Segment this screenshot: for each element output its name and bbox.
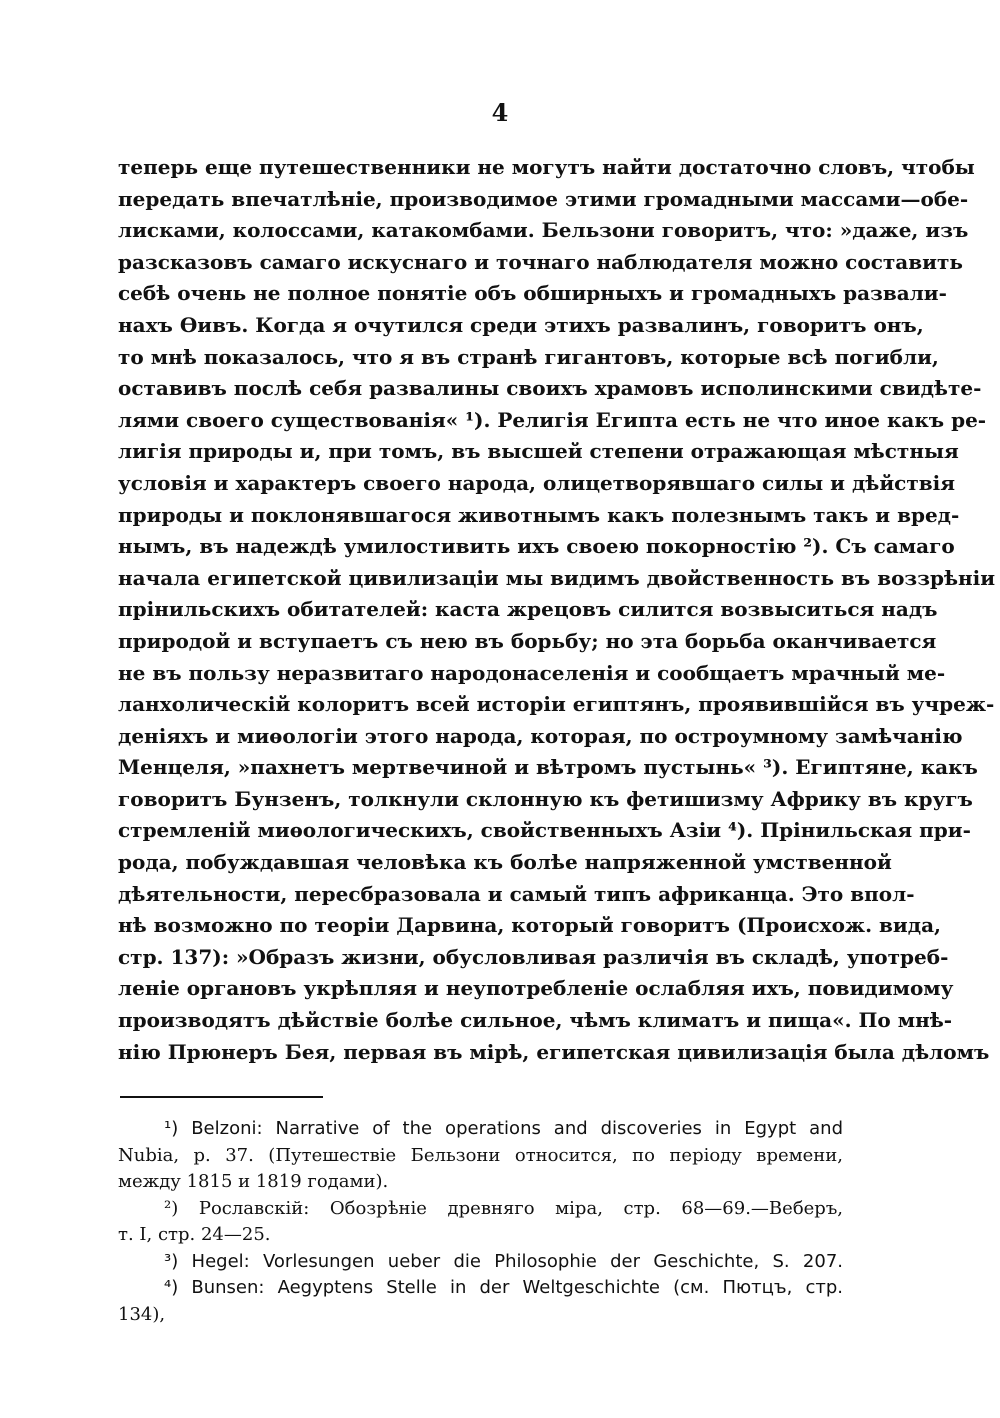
body-line: деніяхъ и миѳологіи этого народа, которая, по остроумному замѣчанію xyxy=(118,723,963,748)
footnote-line: ²) Рославскій: Обозрѣніе древняго міра, стр. 68—69.—Веберъ, xyxy=(164,1197,843,1219)
footnote-divider xyxy=(120,1096,323,1098)
footnote-line: ¹) Belzoni: Narrative of the operations and discoveries in Egypt and xyxy=(164,1118,843,1139)
body-line: нахъ Ѳивъ. Когда я очутился среди этихъ развалинъ, говоритъ онъ, xyxy=(118,312,924,337)
footnotes xyxy=(118,1116,843,1328)
body-line: Менцеля, »пахнетъ мертвечиной и вѣтромъ пустынь« ³). Египтяне, какъ xyxy=(118,755,978,780)
body-line: передать впечатлѣніе, производимое этими громадными массами—обе- xyxy=(118,186,969,211)
footnote-line: Nubia, p. 37. (Путешествіе Бельзони относится, по періоду времени, xyxy=(118,1144,843,1166)
page-number: 4 xyxy=(491,98,509,127)
footnote-line: ⁴) Bunsen: Aegyptens Stelle in der Weltgeschichte (см. Пютцъ, стр. xyxy=(164,1277,843,1298)
footnote-line: т. I, стр. 24—25. xyxy=(118,1224,271,1245)
body-line: разсказовъ самаго искуснаго и точнаго наблюдателя можно составить xyxy=(118,249,963,274)
body-line: производятъ дѣйствіе болѣе сильное, чѣмъ климатъ и пища«. По мнѣ- xyxy=(118,1008,953,1033)
body-line: природы и поклонявшагося животнымъ какъ полезнымъ такъ и вред- xyxy=(118,502,960,527)
body-text xyxy=(118,152,996,1068)
body-line: стремленій миѳологическихъ, свойственныхъ Азіи ⁴). Прінильская при- xyxy=(118,818,971,843)
body-line: лями своего существованія« ¹). Религія Египта есть не что иное какъ ре- xyxy=(118,407,987,432)
body-line: нымъ, въ надеждѣ умилостивить ихъ своею покорностію ²). Съ самаго xyxy=(118,534,955,559)
body-line: не въ пользу неразвитаго народонаселенія и сообщаетъ мрачный ме- xyxy=(118,660,946,685)
body-line: природой и вступаетъ съ нею въ борьбу; но эта борьба оканчивается xyxy=(118,628,937,653)
body-line: начала египетской цивилизаціи мы видимъ двойственность въ воззрѣніи xyxy=(118,565,996,590)
footnote-line: между 1815 и 1819 годами). xyxy=(118,1171,389,1192)
body-line: рода, побуждавшая человѣка къ болѣе напряженной умственной xyxy=(118,850,892,875)
body-line: ланхолическій колоритъ всей исторіи египтянъ, проявившійся въ учреж- xyxy=(118,692,995,717)
body-line: дѣятельности, пересбразовала и самый типъ африканца. Это впол- xyxy=(118,881,915,906)
body-line: прінильскихъ обитателей: каста жрецовъ силится возвыситься надъ xyxy=(118,597,938,622)
body-line: говоритъ Бунзенъ, толкнули склонную къ фетишизму Африку въ кругъ xyxy=(118,786,973,811)
footnote-line: ³) Hegel: Vorlesungen ueber die Philosophie der Geschichte, S. 207. xyxy=(164,1250,843,1272)
body-line: теперь еще путешественники не могутъ найти достаточно словъ, чтобы xyxy=(118,155,975,179)
footnote-line: 134), xyxy=(118,1303,166,1325)
body-line: лисками, колоссами, катакомбами. Бельзони говоритъ, что: »даже, изъ xyxy=(118,218,969,243)
body-line: оставивъ послѣ себя развалины своихъ храмовъ исполинскими свидѣте- xyxy=(118,376,982,401)
body-line: нѣ возможно по теоріи Дарвина, который говоритъ (Происхож. вида, xyxy=(118,913,942,938)
body-line: лигія природы и, при томъ, въ высшей степени отражающая мѣстныя xyxy=(118,439,959,464)
body-line: нію Прюнеръ Бея, первая въ мірѣ, египетская цивилизація была дѣломъ xyxy=(118,1039,990,1064)
body-line: условія и характеръ своего народа, олицетворявшаго силы и дѣйствія xyxy=(118,470,956,495)
body-line: себѣ очень не полное понятіе объ обширныхъ и громадныхъ развали- xyxy=(118,281,947,306)
body-line: то мнѣ показалось, что я въ странѣ гигантовъ, которые всѣ погибли, xyxy=(118,344,939,369)
body-line: леніе органовъ укрѣпляя и неупотребленіе ослабляя ихъ, повидимому xyxy=(118,976,954,1001)
body-line: стр. 137): »Образъ жизни, обусловливая различія въ складѣ, употреб- xyxy=(118,944,949,969)
